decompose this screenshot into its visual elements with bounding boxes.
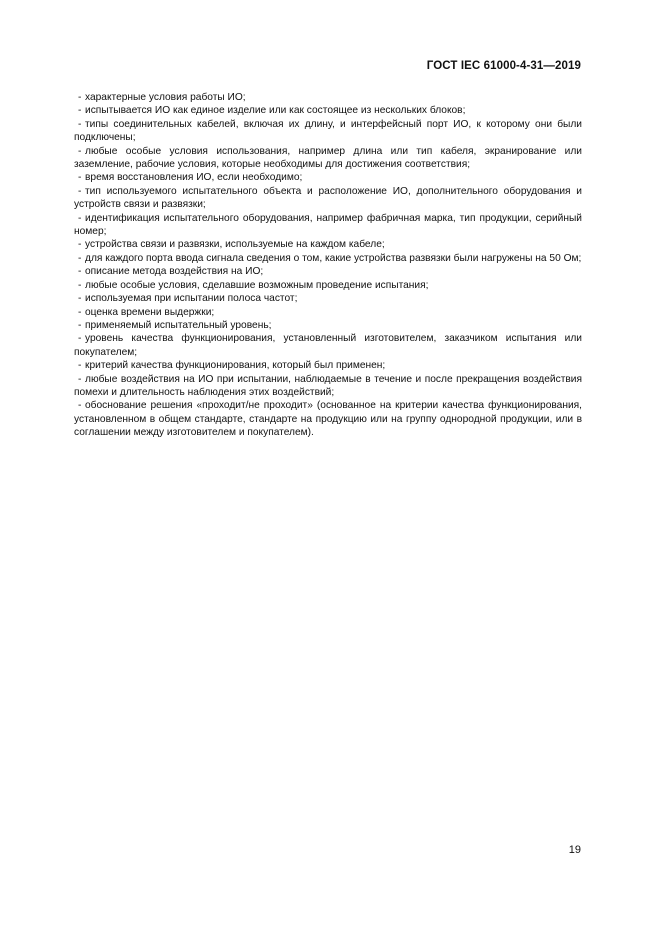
list-item: [74, 118, 582, 145]
list-item-text: применяемый испытательный уровень;: [85, 319, 272, 331]
list-item: [74, 332, 582, 359]
list-marker: -: [78, 172, 82, 184]
list-item-text: уровень качества функционирования, установленный изготовителем, заказчиком испытания или покупателем;: [74, 333, 582, 358]
list-item: [74, 292, 582, 305]
list-item-text: описание метода воздействия на ИО;: [85, 266, 264, 278]
list-item-text: идентификация испытательного оборудования, например фабричная марка, тип продукции, серийный номер;: [74, 212, 582, 238]
list-item: [74, 265, 582, 278]
list-marker: -: [78, 293, 82, 305]
list-item: [74, 252, 582, 265]
list-marker: -: [78, 212, 82, 224]
list-item: [74, 279, 582, 292]
list-item: [74, 399, 582, 439]
list-item: [74, 238, 582, 251]
list-marker: -: [78, 333, 82, 345]
list-item: [74, 306, 582, 319]
list-item-text: время восстановления ИО, если необходимо;: [85, 172, 303, 184]
list-marker: -: [78, 266, 82, 278]
standard-header: ГОСТ IEC 61000-4-31—2019: [426, 60, 581, 72]
list-item-text: любые особые условия использования, например длина или тип кабеля, экранирование или заземление, рабочие условия, которые необходимы для достижения соответствия;: [74, 145, 582, 171]
list-item: [74, 91, 582, 104]
list-item-text: критерий качества функционирования, который был применен;: [85, 360, 386, 372]
list-item-text: устройства связи и развязки, используемые на каждом кабеле;: [85, 239, 385, 251]
list-marker: -: [78, 306, 82, 318]
list-item-text: любые особые условия, сделавшие возможным проведение испытания;: [85, 279, 429, 291]
list-marker: -: [78, 105, 82, 117]
list-item: [74, 145, 582, 172]
list-marker: -: [78, 118, 82, 130]
list-item-text: оценка времени выдержки;: [85, 306, 215, 318]
list-marker: -: [78, 92, 82, 103]
list-item: [74, 212, 582, 239]
list-marker: -: [78, 400, 82, 412]
list-item: [74, 373, 582, 400]
list-item: [74, 171, 582, 184]
list-item: [74, 185, 582, 212]
list-item-text: тип используемого испытательного объекта и расположение ИО, дополнительного оборудования и устройств связи и развязки;: [74, 185, 582, 211]
list-item-text: любые воздействия на ИО при испытании, наблюдаемые в течение и после прекращения воздействия помехи и длительность наблюдения этих воздействий;: [74, 373, 582, 398]
list-marker: -: [78, 185, 82, 197]
list-item-text: характерные условия работы ИО;: [85, 92, 246, 103]
requirements-list: [74, 91, 582, 440]
list-item: [74, 359, 582, 372]
list-item-text: для каждого порта ввода сигнала сведения о том, какие устройства развязки были нагружены на 50 Ом;: [85, 252, 582, 264]
list-marker: -: [78, 252, 82, 264]
list-item-text: испытывается ИО как единое изделие или как состоящее из нескольких блоков;: [85, 105, 466, 117]
list-marker: -: [78, 145, 82, 157]
list-marker: -: [78, 319, 82, 331]
list-item-text: используемая при испытании полоса частот;: [85, 293, 298, 305]
list-marker: -: [78, 279, 82, 291]
list-item-text: типы соединительных кабелей, включая их длину, и интерфейсный порт ИО, к которому они были подключены;: [74, 118, 582, 144]
list-marker: -: [78, 239, 82, 251]
list-marker: -: [78, 360, 82, 372]
list-item: [74, 319, 582, 332]
list-item-text: обоснование решения «проходит/не проходит» (основанное на критерии качества функционирования, установленном в общем стандарте, стандарте на продукцию или на группу однородной продукции, или в соглашении между изготовителем и покупателем).: [74, 400, 582, 439]
list-item: [74, 104, 582, 117]
page-number: 19: [568, 844, 581, 856]
list-marker: -: [78, 373, 82, 385]
